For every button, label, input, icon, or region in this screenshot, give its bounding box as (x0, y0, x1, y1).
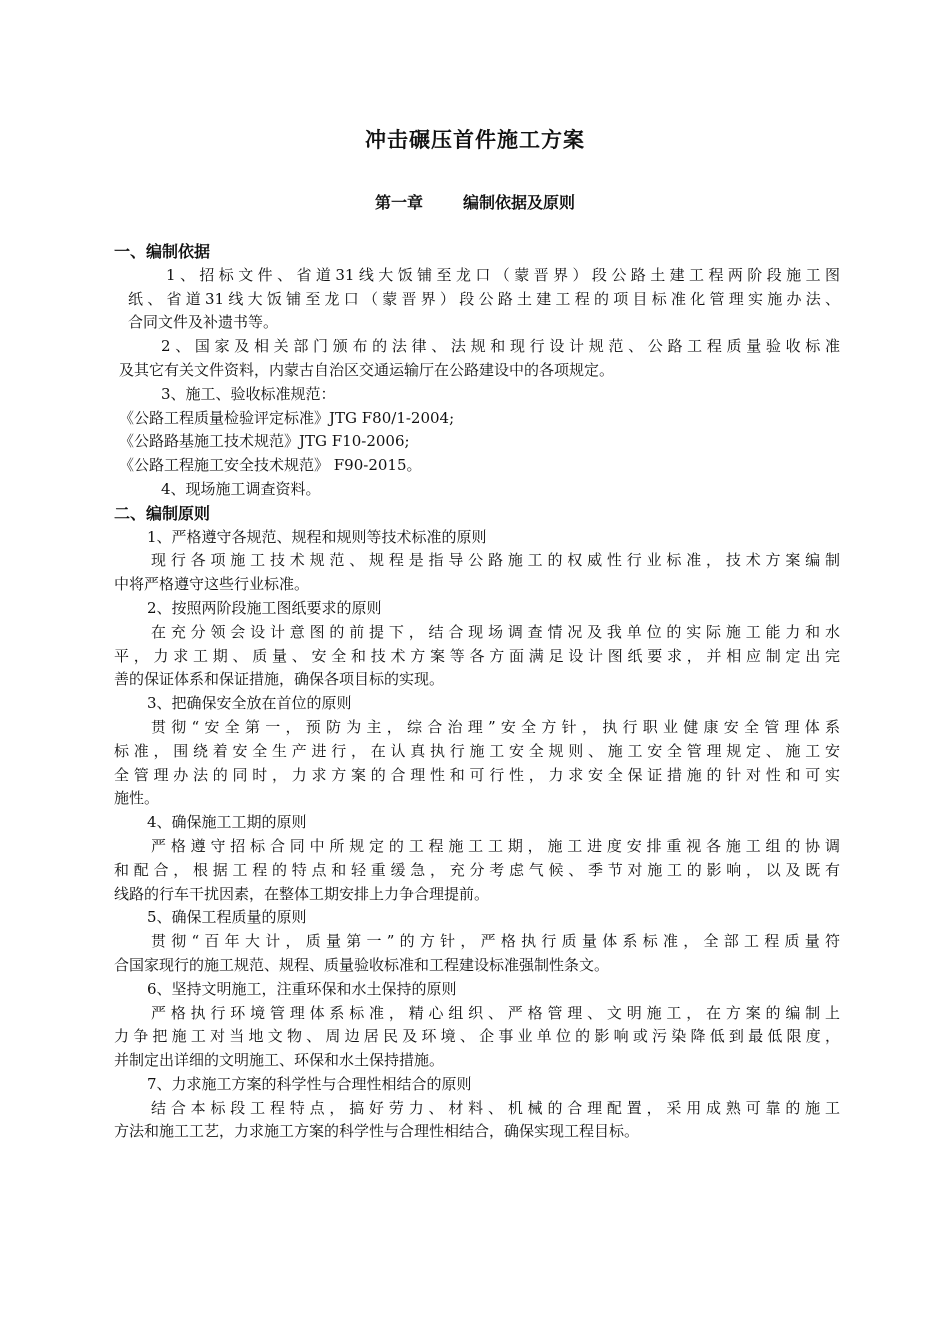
standard-reference: 《公路工程质量检验评定标准》JTG F80/1-2004; (119, 408, 455, 427)
paragraph-line: 纸、省道31线大饭铺至龙口（蒙晋界）段公路土建工程的项目标准化管理实施办法、 (128, 289, 840, 308)
principle-title: 6、坚持文明施工，注重环保和水土保持的原则 (147, 979, 457, 998)
standard-reference: 《公路路基施工技术规范》JTG F10-2006; (119, 432, 410, 451)
paragraph-line: 合同文件及补遗书等。 (128, 313, 279, 332)
paragraph-line: 并制定出详细的文明施工、环保和水土保持措施。 (114, 1051, 445, 1070)
list-item: 4、现场施工调查资料。 (161, 479, 321, 498)
paragraph-line: 中将严格遵守这些行业标准。 (114, 575, 310, 594)
paragraph-line: 施性。 (114, 789, 160, 808)
list-item: 3、施工、验收标准规范： (161, 384, 336, 403)
principle-title: 7、力求施工方案的科学性与合理性相结合的原则 (147, 1074, 472, 1093)
paragraph-line: 全管理办法的同时，力求方案的合理性和可行性，力求安全保证措施的针对性和可实 (114, 765, 840, 784)
paragraph-line: 结合本标段工程特点，搞好劳力、材料、机械的合理配置，采用成熟可靠的施工 (151, 1098, 840, 1117)
principle-title: 3、把确保安全放在首位的原则 (147, 694, 352, 713)
document-title: 冲击碾压首件施工方案 (365, 128, 585, 152)
paragraph-line: 严格遵守招标合同中所规定的工程施工工期，施工进度安排重视各施工组的协调 (151, 836, 840, 855)
paragraph-line: 善的保证体系和保证措施，确保各项目标的实现。 (114, 670, 445, 689)
paragraph-line: 标准，围绕着安全生产进行，在认真执行施工安全规则、施工安全管理规定、施工安 (114, 741, 840, 760)
paragraph-line: 1、招标文件、省道31线大饭铺至龙口（蒙晋界）段公路土建工程两阶段施工图 (166, 265, 840, 284)
paragraph-line: 在充分领会设计意图的前提下，结合现场调查情况及我单位的实际施工能力和水 (151, 622, 840, 641)
section-heading: 二、编制原则 (114, 503, 211, 523)
paragraph-line: 方法和施工工艺，力求施工方案的科学性与合理性相结合，确保实现工程目标。 (114, 1122, 640, 1141)
paragraph-line: 线路的行车干扰因素，在整体工期安排上力争合理提前。 (114, 884, 490, 903)
paragraph-line: 平，力求工期、质量、安全和技术方案等各方面满足设计图纸要求，并相应制定出完 (114, 646, 840, 665)
chapter-name: 编制依据及原则 (463, 193, 576, 212)
paragraph-line: 和配合，根据工程的特点和轻重缓急，充分考虑气候、季节对施工的影响，以及既有 (114, 860, 840, 879)
principle-title: 2、按照两阶段施工图纸要求的原则 (147, 598, 382, 617)
principle-title: 4、确保施工工期的原则 (147, 813, 307, 832)
section-heading: 一、编制依据 (114, 242, 211, 261)
principle-title: 5、确保工程质量的原则 (147, 908, 307, 927)
paragraph-line: 2、国家及相关部门颁布的法律、法规和现行设计规范、公路工程质量验收标准 (161, 337, 840, 356)
chapter-number: 第一章 (374, 193, 423, 212)
paragraph-line: 贯彻“安全第一，预防为主，综合治理”安全方针，执行职业健康安全管理体系 (151, 717, 840, 736)
paragraph-line: 合国家现行的施工规范、规程、质量验收标准和工程建设标准强制性条文。 (114, 955, 610, 974)
chapter-heading (0, 190, 950, 213)
paragraph-line: 现行各项施工技术规范、规程是指导公路施工的权威性行业标准，技术方案编制 (151, 551, 840, 570)
paragraph-line: 力争把施工对当地文物、周边居民及环境、企事业单位的影响或污染降低到最低限度， (114, 1027, 840, 1046)
paragraph-line: 贯彻“百年大计，质量第一”的方针，严格执行质量体系标准，全部工程质量符 (151, 932, 840, 951)
paragraph-line: 严格执行环境管理体系标准，精心组织、严格管理、文明施工，在方案的编制上 (151, 1003, 840, 1022)
principle-title: 1、严格遵守各规范、规程和规则等技术标准的原则 (147, 527, 487, 546)
document-body (114, 240, 840, 1144)
standard-reference: 《公路工程施工安全技术规范》 F90-2015。 (119, 456, 422, 475)
paragraph-line: 及其它有关文件资料，内蒙古自治区交通运输厅在公路建设中的各项规定。 (119, 360, 615, 379)
